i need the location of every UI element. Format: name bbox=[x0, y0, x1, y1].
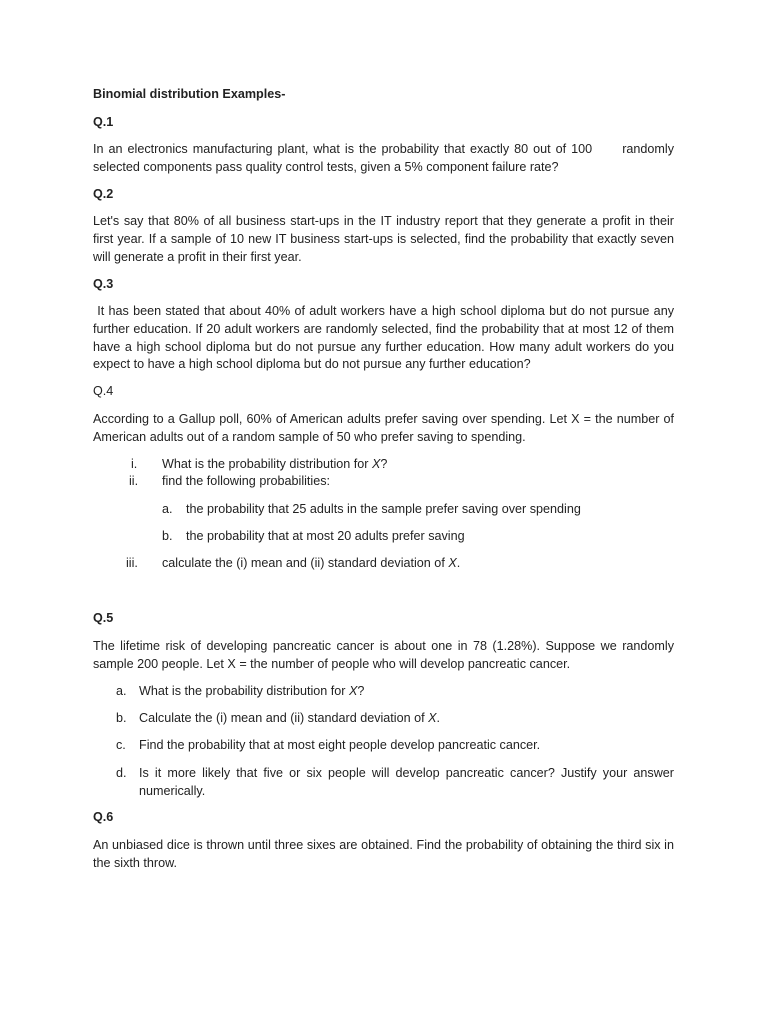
list-item bbox=[139, 710, 674, 728]
list-letter: c. bbox=[116, 738, 126, 752]
list-item: Find the probability that at most eight people develop pancreatic cancer. bbox=[139, 738, 541, 752]
list-letter: a. bbox=[116, 684, 127, 698]
variable: X bbox=[349, 684, 358, 698]
question-2-label: Q.2 bbox=[93, 187, 114, 201]
list-item: find the following probabilities: bbox=[162, 474, 331, 488]
list-item bbox=[162, 456, 387, 474]
item-text: Calculate the (i) mean and (ii) standard deviation of bbox=[139, 711, 429, 725]
item-text: What is the probability distribution for bbox=[162, 457, 372, 471]
question-4-text: According to a Gallup poll, 60% of American adults prefer saving over spending. Let X = the number of American adults out of a random sample of 50 who prefer saving to spending. bbox=[93, 412, 674, 444]
question-5-text: The lifetime risk of developing pancreatic cancer is about one in 78 (1.28%). Suppose we randomly sample 200 people. Let X = the number of people who will develop pancreatic cancer. bbox=[93, 639, 674, 671]
list-letter: a. bbox=[162, 502, 173, 516]
question-4-label: Q.4 bbox=[93, 384, 114, 398]
question-1-text: In an electronics manufacturing plant, what is the probability that exactly 80 out of 100 randomly selected components pass quality control tests, given a 5% component failure rate? bbox=[93, 142, 674, 174]
question-6-label: Q.6 bbox=[93, 810, 114, 824]
list-number: iii. bbox=[126, 556, 138, 570]
variable: X bbox=[448, 556, 457, 570]
item-text: . bbox=[436, 711, 441, 725]
question-3-label: Q.3 bbox=[93, 277, 114, 291]
item-text: ? bbox=[380, 457, 388, 471]
list-letter: b. bbox=[162, 529, 173, 543]
item-text: calculate the (i) mean and (ii) standard deviation of bbox=[162, 556, 449, 570]
list-number: ii. bbox=[129, 474, 139, 488]
list-number: i. bbox=[131, 457, 138, 471]
variable: X bbox=[428, 711, 437, 725]
list-item bbox=[162, 555, 460, 573]
list-letter: b. bbox=[116, 711, 127, 725]
question-1-label: Q.1 bbox=[93, 115, 114, 129]
list-item bbox=[139, 683, 674, 701]
list-subitem: the probability that at most 20 adults prefer saving bbox=[186, 529, 465, 543]
question-2-text: Let's say that 80% of all business start-ups in the IT industry report that they generate a profit in their first year. If a sample of 10 new IT business start-ups is selected, find the probability that exactly seven will generate a profit in their first year. bbox=[93, 214, 674, 264]
list-subitem: the probability that 25 adults in the sample prefer saving over spending bbox=[186, 502, 581, 516]
list-item: Is it more likely that five or six people will develop pancreatic cancer? Justify your answer numerically. bbox=[139, 766, 674, 798]
question-6-text: An unbiased dice is thrown until three sixes are obtained. Find the probability of obtaining the third six in the sixth throw. bbox=[93, 838, 674, 870]
document-title: Binomial distribution Examples- bbox=[93, 87, 286, 101]
variable: X bbox=[372, 457, 381, 471]
question-3-text: It has been stated that about 40% of adult workers have a high school diploma but do not pursue any further education. If 20 adult workers are randomly selected, find the probability that at most 12 of them have a high school diploma but do not pursue any further education. How many adult workers do you expect to have a high school diploma but do not pursue any further education? bbox=[93, 304, 674, 372]
list-letter: d. bbox=[116, 766, 127, 780]
item-text: What is the probability distribution for bbox=[139, 684, 349, 698]
item-text: ? bbox=[357, 684, 365, 698]
question-5-label: Q.5 bbox=[93, 611, 114, 625]
item-text: . bbox=[456, 556, 461, 570]
